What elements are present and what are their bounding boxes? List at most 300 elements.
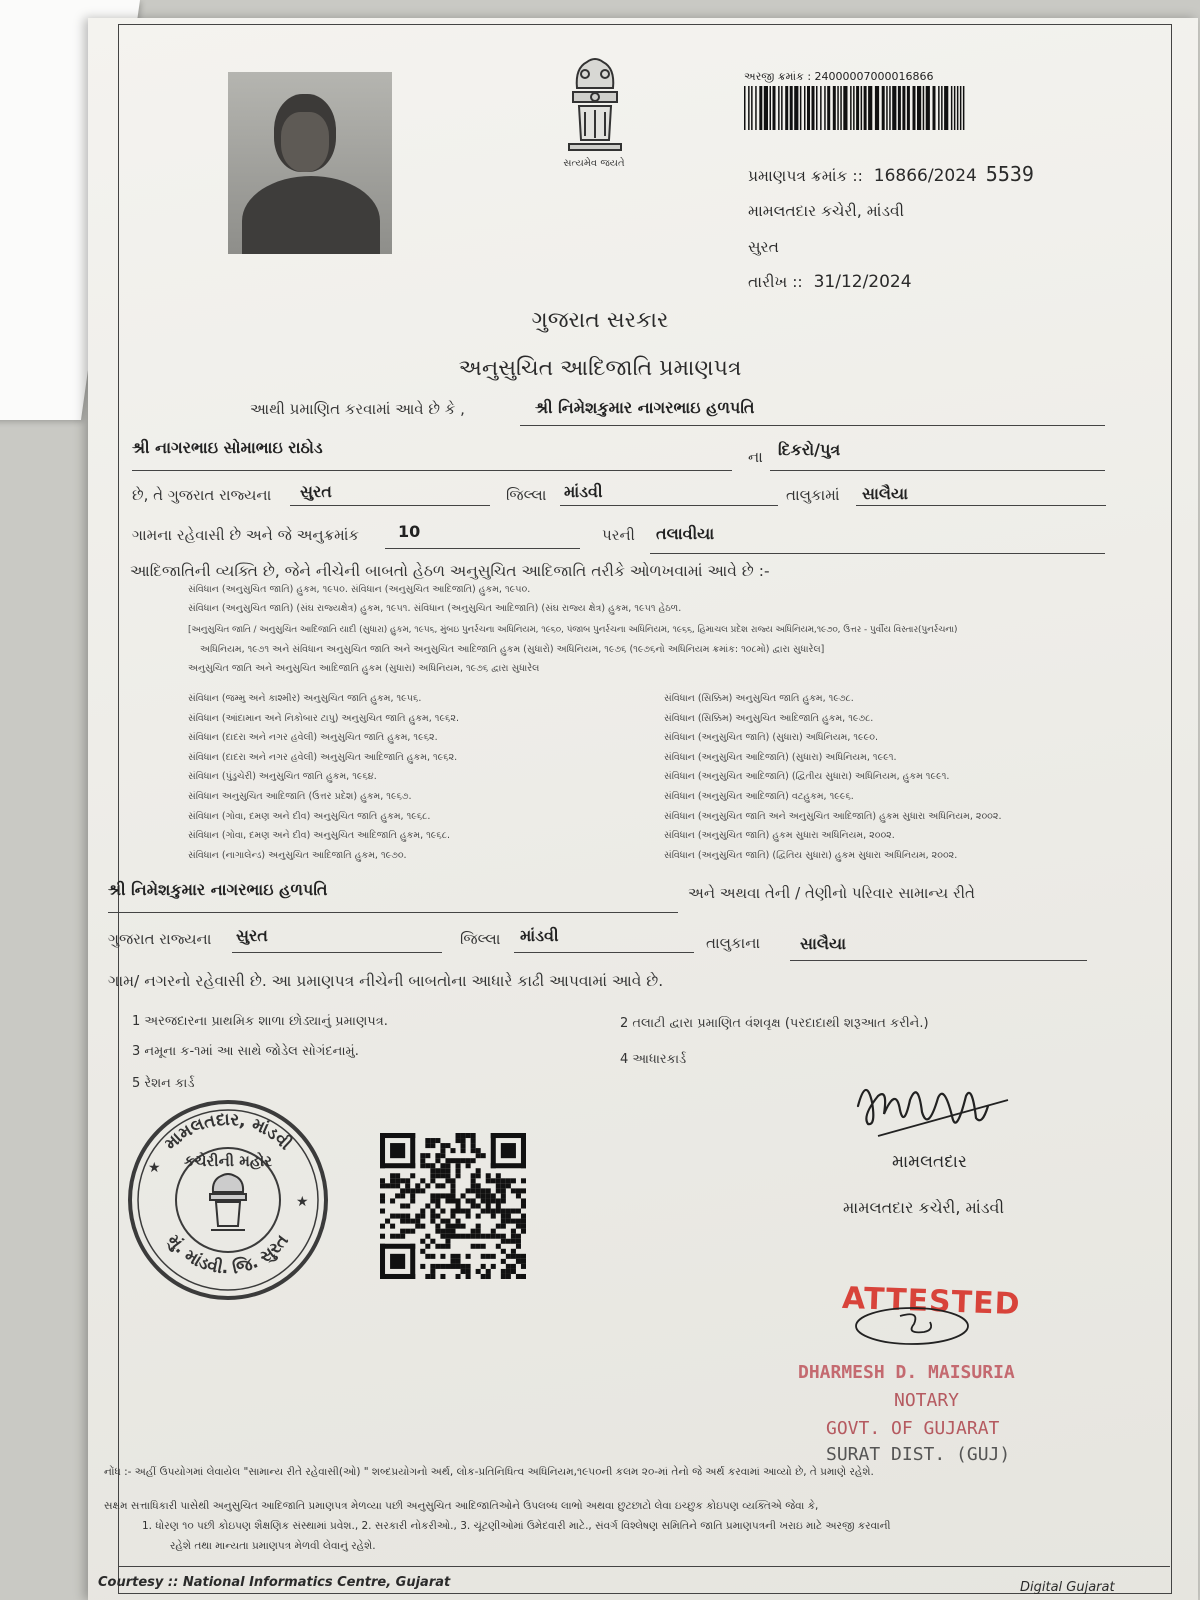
qr-module <box>516 1219 521 1224</box>
document-item: 3 નમૂના ક-૧માં આ સાથે જોડેલ સોગંદનામું. <box>132 1044 359 1059</box>
residence-taluka-label: તાલુકાના <box>706 934 761 952</box>
qr-module <box>521 1198 526 1203</box>
qr-module <box>461 1209 466 1214</box>
qr-module <box>435 1264 440 1269</box>
qr-module <box>450 1178 455 1183</box>
qr-module <box>420 1188 425 1193</box>
qr-module <box>476 1168 481 1173</box>
qr-module <box>445 1198 450 1203</box>
qr-module <box>521 1133 526 1168</box>
applicant-name: શ્રી નિમેશકુમાર નાગરભાઇ હળપતિ <box>535 398 755 417</box>
qr-module <box>380 1224 385 1229</box>
qr-module <box>491 1214 496 1219</box>
digital-gujarat-credit: Digital Gujarat <box>1020 1580 1115 1595</box>
qr-module <box>395 1183 400 1188</box>
footer-instructions-line: રહેશે તથા માન્યતા પ્રમાણપત્ર મેળવી લેવાનું રહેશે. <box>170 1540 376 1552</box>
qr-module <box>380 1274 415 1279</box>
qr-module <box>456 1254 461 1259</box>
qr-module <box>476 1153 481 1158</box>
qr-module <box>471 1229 476 1234</box>
qr-module <box>496 1234 501 1239</box>
qr-module <box>456 1138 461 1143</box>
qr-module <box>471 1173 476 1178</box>
qr-module <box>496 1203 501 1208</box>
qr-module <box>516 1188 521 1193</box>
qr-module <box>461 1138 466 1143</box>
qr-module <box>501 1219 506 1224</box>
qr-module <box>435 1153 440 1158</box>
footer-instructions-line: સક્ષમ સત્તાધિકારી પાસેથી અનુસુચિત આદિજાતિ પ્રમાણપત્ર મેળવ્યા પછી અનુસુચિત આદિજાતિઓને ઉપલબ્ધ લાભો અથવા છુટછાટો લેવા ઇચ્છુક કોઇપણ વ્યક્તિએ જેવા કે, <box>104 1500 819 1512</box>
qr-module <box>521 1219 526 1224</box>
qr-module <box>405 1229 410 1234</box>
qr-module <box>481 1244 486 1249</box>
signatory-title: મામલતદાર <box>892 1152 967 1172</box>
qr-module <box>471 1148 476 1153</box>
order-line: સંવિધાન (અનુસુચિત જાતિ અને અનુસુચિત આદિજાતિ) હુકમ સુધારા અધિનિયમ, ૨૦૦૨. <box>664 810 1002 822</box>
qr-module <box>471 1183 476 1188</box>
qr-module <box>456 1264 461 1269</box>
barcode-bar <box>864 86 867 130</box>
barcode-bar <box>778 86 780 130</box>
qr-module <box>461 1133 466 1138</box>
barcode-bar <box>794 86 798 130</box>
qr-module <box>390 1183 395 1188</box>
qr-module <box>445 1264 450 1269</box>
qr-module <box>420 1239 425 1244</box>
qr-module <box>481 1274 486 1279</box>
qr-module <box>516 1224 521 1229</box>
qr-module <box>486 1188 491 1193</box>
qr-module <box>445 1224 450 1229</box>
order-line: સંવિધાન (દાદરા અને નગર હવેલી) અનુસુચિત આદિજાતિ હુકમ, ૧૯૬૨. <box>188 751 458 763</box>
qr-module <box>430 1254 435 1259</box>
barcode-bar <box>917 86 921 130</box>
barcode-bar <box>957 86 959 130</box>
qr-module <box>430 1214 435 1219</box>
intro-text: આથી પ્રમાણિત કરવામાં આવે છે કે , <box>250 400 465 418</box>
qr-module <box>420 1158 425 1163</box>
qr-module <box>445 1178 450 1183</box>
qr-module <box>501 1249 506 1254</box>
barcode-bar <box>933 86 936 130</box>
notary-initials <box>850 1302 980 1350</box>
qr-module <box>466 1163 471 1168</box>
barcode-bar <box>913 86 916 130</box>
barcode-bar <box>941 86 943 130</box>
qr-module <box>476 1224 481 1229</box>
qr-module <box>511 1178 516 1183</box>
barcode-bar <box>954 86 956 130</box>
seal-middle-text: કચેરીની મહોર <box>183 1152 273 1170</box>
qr-module <box>440 1163 445 1168</box>
qr-module <box>380 1193 385 1198</box>
qr-module <box>496 1198 501 1203</box>
barcode-bar <box>755 86 757 130</box>
qr-module <box>435 1158 440 1163</box>
qr-module <box>461 1269 466 1274</box>
qr-module <box>501 1239 506 1244</box>
qr-module <box>466 1269 471 1274</box>
qr-module <box>456 1173 461 1178</box>
barcode-bar <box>960 86 962 130</box>
qr-module <box>496 1209 501 1214</box>
qr-module <box>415 1188 420 1193</box>
qr-module <box>450 1183 455 1188</box>
qr-module <box>506 1214 511 1219</box>
qr-module <box>450 1264 455 1269</box>
qr-module <box>395 1193 400 1198</box>
qr-module <box>440 1244 445 1249</box>
government-title: ગુજરાત સરકાર <box>531 308 669 333</box>
residence-district-label: જિલ્લા <box>460 930 501 948</box>
qr-module <box>450 1229 455 1234</box>
residence-state-label: ગુજરાત રાજ્યના <box>108 930 212 948</box>
barcode-bar <box>923 86 925 130</box>
underline <box>770 470 1105 471</box>
order-line: સંવિધાન (અનુસુચિત જાતિ) (સુધારા) અધિનિયમ, ૧૯૯૦. <box>664 732 879 744</box>
qr-module <box>491 1264 496 1269</box>
certificate-number-label: પ્રમાણપત્ર ક્રમાંક :: <box>748 167 863 185</box>
qr-module <box>456 1168 461 1173</box>
qr-module <box>395 1234 400 1239</box>
qr-module <box>461 1193 466 1198</box>
certificate-number-row <box>748 162 1034 186</box>
qr-module <box>410 1133 415 1168</box>
barcode-bar <box>843 86 847 130</box>
qr-module <box>516 1239 521 1244</box>
qr-module <box>521 1254 526 1259</box>
qr-module <box>415 1219 420 1224</box>
barcode-bar <box>781 86 783 130</box>
qr-module <box>521 1229 526 1234</box>
barcode-bar <box>816 86 818 130</box>
order-line: સંવિધાન (અનુસુચિત જાતિ) (સંઘ રાજ્યક્ષેત્ર) હુકમ, ૧૯૫૧. સંવિધાન (અનુસુચિત આદિજાતિ) (સંઘ રાજ્ય ક્ષેત્ર) હુકમ, ૧૯૫૧ હેઠળ. <box>188 603 682 614</box>
qr-module <box>481 1188 486 1193</box>
qr-module <box>410 1173 415 1178</box>
qr-module <box>440 1143 445 1148</box>
qr-module <box>435 1244 440 1249</box>
qr-module <box>476 1148 481 1153</box>
qr-module <box>430 1219 435 1224</box>
qr-module <box>420 1264 425 1269</box>
barcode-bar <box>773 86 776 130</box>
qr-module <box>445 1168 450 1173</box>
qr-module <box>521 1203 526 1208</box>
qr-module <box>471 1234 476 1239</box>
barcode-bar <box>800 86 802 130</box>
underline <box>790 960 1087 961</box>
barcode-bar <box>882 86 885 130</box>
qr-module <box>476 1244 481 1249</box>
qr-module <box>450 1188 455 1193</box>
underline <box>385 548 580 549</box>
signatory-office: મામલતદાર કચેરી, માંડવી <box>843 1198 1005 1217</box>
qr-module <box>435 1198 440 1203</box>
relation-value: દિકરો/પુત્ર <box>778 440 841 459</box>
qr-module <box>481 1153 486 1158</box>
qr-module <box>405 1219 410 1224</box>
qr-module <box>501 1224 506 1229</box>
underline <box>520 425 1105 426</box>
barcode-bar <box>889 86 891 130</box>
residence-taluka-value: માંડવી <box>520 926 559 945</box>
order-line: સંવિધાન (પુંડુચેરી) અનુસુચિત જાતિ હુકમ, ૧૯૬૪. <box>188 771 377 783</box>
barcode-bar <box>886 86 888 130</box>
qr-module <box>521 1224 526 1229</box>
order-line: સંવિધાન (ગોવા, દમણ અને દીવ) અનુસુચિત આદિજાતિ હુકમ, ૧૯૬૮. <box>188 830 450 842</box>
notary-government: GOVT. OF GUJARAT <box>826 1418 1000 1439</box>
order-line: સંવિધાન (સિક્કિમ) અનુસુચિત જાતિ હુકમ, ૧૯૭૮. <box>664 693 854 704</box>
qr-module <box>521 1178 526 1183</box>
qr-module <box>486 1274 491 1279</box>
qr-module <box>466 1209 471 1214</box>
qr-module <box>511 1269 516 1274</box>
qr-module <box>491 1163 526 1168</box>
qr-module <box>511 1219 516 1224</box>
qr-module <box>445 1244 450 1249</box>
qr-module <box>501 1274 506 1279</box>
qr-module <box>521 1259 526 1264</box>
qr-module <box>445 1193 450 1198</box>
qr-module <box>435 1203 440 1208</box>
village-value: સાલૈયા <box>862 484 909 503</box>
qr-module <box>425 1153 430 1158</box>
qr-module <box>450 1224 455 1229</box>
upon-label: પરની <box>602 526 635 544</box>
qr-module <box>521 1264 526 1269</box>
qr-module <box>506 1269 511 1274</box>
qr-module <box>486 1198 491 1203</box>
qr-module <box>456 1259 461 1264</box>
qr-module <box>471 1138 476 1143</box>
notary-district: SURAT DIST. (GUJ) <box>826 1444 1011 1465</box>
document-item: 1 અરજદારના પ્રાથમિક શાળા છોડ્યાનું પ્રમાણપત્ર. <box>132 1014 388 1029</box>
qr-module <box>425 1244 430 1249</box>
order-line: સંવિધાન (સિક્કિમ) અનુસુચિત આદિજાતિ હુકમ, ૧૯૭૮. <box>664 712 874 724</box>
issuing-district: સુરત <box>748 238 779 256</box>
issue-date-row <box>748 272 912 292</box>
barcode-bar <box>850 86 852 130</box>
qr-module <box>425 1183 430 1188</box>
qr-module <box>466 1133 471 1138</box>
qr-module <box>461 1143 466 1148</box>
qr-module <box>466 1234 471 1239</box>
qr-module <box>410 1188 415 1193</box>
qr-module <box>476 1214 481 1219</box>
qr-module <box>461 1158 466 1163</box>
courtesy-credit: Courtesy :: National Informatics Centre, Gujarat <box>98 1575 451 1590</box>
qr-module <box>390 1198 395 1203</box>
qr-module <box>456 1198 461 1203</box>
qr-module <box>430 1264 435 1269</box>
qr-module <box>415 1224 420 1229</box>
qr-module <box>435 1168 440 1173</box>
qr-module <box>440 1153 445 1158</box>
qr-module <box>440 1234 445 1239</box>
qr-module <box>395 1178 400 1183</box>
barcode <box>744 86 966 130</box>
qr-module <box>440 1148 445 1153</box>
qr-module <box>501 1178 506 1183</box>
qr-module <box>390 1224 395 1229</box>
qr-module <box>450 1148 455 1153</box>
qr-module <box>445 1143 450 1148</box>
qr-module <box>461 1234 466 1239</box>
barcode-bar <box>856 86 859 130</box>
qr-module <box>425 1234 430 1239</box>
svg-text:★: ★ <box>296 1194 309 1210</box>
qr-module <box>440 1229 445 1234</box>
qr-module <box>430 1198 435 1203</box>
document-item: 4 આધારકાર્ડ <box>620 1052 687 1067</box>
qr-module <box>380 1178 385 1183</box>
certificate-title: અનુસુચિત આદિજાતિ પ્રમાણપત્ર <box>458 356 742 381</box>
qr-module <box>471 1198 476 1203</box>
qr-module <box>501 1143 516 1158</box>
national-emblem-icon <box>555 48 635 166</box>
qr-module <box>516 1254 521 1259</box>
qr-module <box>476 1203 481 1208</box>
qr-module <box>430 1239 435 1244</box>
qr-module <box>476 1229 481 1234</box>
serial-number: 10 <box>398 522 421 541</box>
underline <box>108 912 678 913</box>
qr-module <box>501 1198 506 1203</box>
office-seal-stamp <box>118 1090 338 1310</box>
qr-module <box>410 1229 415 1234</box>
district-label: જિલ્લા <box>506 486 547 504</box>
qr-module <box>435 1214 440 1219</box>
qr-module <box>420 1209 425 1214</box>
qr-module <box>380 1244 415 1249</box>
barcode-bar <box>804 86 806 130</box>
qr-module <box>511 1239 516 1244</box>
order-line: [અનુસુચિત જાતિ / અનુસુચિત આદિજાતિ યાદી (સુધારા) હુકમ, ૧૯૫૬, મુંબઇ પુનર્રચના અધિનિયમ, ૧૯૬૦, પંજાબ પુનર્રચના અધિનિયમ, ૧૯૬૬, હિમાચલ પ્રદેશ રાજ્ય અધિનિયમ,૧૯૭૦, ઉત્તર - પુર્વીય વિસ્તાર(પુનર્રચના) <box>188 625 958 635</box>
qr-module <box>486 1173 491 1178</box>
qr-module <box>511 1209 516 1214</box>
family-label: અને અથવા તેની / તેણીનો પરિવાર સામાન્ય રીતે <box>688 884 975 902</box>
qr-module <box>380 1234 385 1239</box>
qr-module <box>481 1193 486 1198</box>
tribe-statement: આદિજાતિની વ્યક્તિ છે, જેને નીચેની બાબતો હેઠળ અનુસુચિત આદિજાતિ તરીકે ઓળખવામાં આવે છે :- <box>130 562 770 580</box>
qr-module <box>506 1178 511 1183</box>
qr-module <box>405 1183 410 1188</box>
qr-module <box>511 1234 516 1239</box>
barcode-bar <box>770 86 772 130</box>
qr-module <box>506 1239 511 1244</box>
qr-module <box>466 1214 471 1219</box>
qr-module <box>400 1178 405 1183</box>
qr-module <box>390 1143 405 1158</box>
qr-module <box>496 1173 501 1178</box>
qr-module <box>501 1193 506 1198</box>
seal-top-text: મામલતદાર, માંડવી <box>160 1109 296 1155</box>
qr-module <box>506 1274 511 1279</box>
qr-module <box>425 1138 430 1143</box>
qr-module <box>491 1234 496 1239</box>
qr-module <box>440 1209 445 1214</box>
order-line: સંવિધાન (દાદરા અને નગર હવેલી) અનુસુચિત જાતિ હુકમ, ૧૯૬૨. <box>188 732 438 744</box>
order-line: સંવિધાન (અનુસુચિત જાતિ) (દ્વિતિય સુધારા) હુકમ સુધારા અધિનિયમ, ૨૦૦૨. <box>664 849 958 861</box>
barcode-bar <box>751 86 753 130</box>
qr-module <box>405 1214 410 1219</box>
signature-mark <box>848 1066 1028 1156</box>
residence-district-value: સુરત <box>236 926 268 945</box>
qr-module <box>486 1178 491 1183</box>
qr-module <box>466 1264 471 1269</box>
order-line: સંવિધાન (આંદામાન અને નિકોબાર ટાપુ) અનુસુચિત જાતિ હુકમ, ૧૯૬૨. <box>188 712 459 724</box>
svg-text:મું. માંડવી. જિ. સુરત <box>163 1231 293 1278</box>
qr-module <box>400 1203 405 1208</box>
qr-module <box>400 1219 405 1224</box>
barcode-bar <box>853 86 855 130</box>
qr-module <box>486 1234 491 1239</box>
qr-module <box>456 1158 461 1163</box>
order-line: સંવિધાન અનુસુચિત આદિજાતિ (ઉત્તર પ્રદેશ) હુકમ, ૧૯૬૭. <box>188 791 412 802</box>
qr-module <box>466 1188 471 1193</box>
barcode-bar <box>759 86 762 130</box>
barcode-bar <box>824 86 826 130</box>
qr-module <box>440 1193 445 1198</box>
qr-module <box>450 1193 455 1198</box>
taluka-value: માંડવી <box>564 482 603 501</box>
qr-module <box>456 1209 461 1214</box>
qr-module <box>466 1254 471 1259</box>
issue-date: 31/12/2024 <box>813 272 912 292</box>
qr-module <box>445 1234 450 1239</box>
document-item: 5 રેશન કાર્ડ <box>132 1076 195 1091</box>
qr-module <box>450 1259 455 1264</box>
qr-module <box>511 1264 516 1269</box>
qr-module <box>461 1148 466 1153</box>
barcode-bar <box>944 86 948 130</box>
qr-module <box>430 1193 435 1198</box>
svg-text:★: ★ <box>148 1160 161 1176</box>
qr-module <box>430 1173 435 1178</box>
qr-module <box>380 1133 385 1168</box>
qr-module <box>496 1188 501 1193</box>
qr-module <box>516 1274 521 1279</box>
barcode-bar <box>938 86 940 130</box>
qr-module <box>481 1198 486 1203</box>
qr-module <box>380 1183 385 1188</box>
qr-module <box>501 1234 506 1239</box>
qr-module <box>380 1133 415 1138</box>
order-line: સંવિધાન (અનુસુચિત આદિજાતિ) વટહુકમ, ૧૯૯૬. <box>664 791 854 802</box>
qr-module <box>440 1274 445 1279</box>
qr-module <box>496 1224 501 1229</box>
order-line: સંવિધાન (અનુસુચિત આદિજાતિ) (સુધારા) અધિનિયમ, ૧૯૯૧. <box>664 751 897 763</box>
qr-module <box>476 1193 481 1198</box>
qr-module <box>415 1214 420 1219</box>
qr-module <box>410 1244 415 1279</box>
qr-module <box>430 1163 435 1168</box>
qr-module <box>445 1219 450 1224</box>
qr-module <box>425 1203 430 1208</box>
qr-module <box>511 1188 516 1193</box>
qr-module <box>511 1254 516 1259</box>
barcode-bar <box>837 86 839 130</box>
qr-module <box>385 1219 390 1224</box>
attested-stamp: ATTESTED <box>841 1280 1022 1323</box>
emblem-motto: સત્યમેવ જયતે <box>563 158 625 169</box>
qr-module <box>501 1214 506 1219</box>
qr-module <box>481 1254 486 1259</box>
document-item: 2 તલાટી દ્વારા પ્રમાણિત વંશવૃક્ષ (પરદાદાથી શરૂઆત કરીને.) <box>620 1016 929 1031</box>
issue-date-label: તારીખ :: <box>748 273 803 291</box>
qr-module <box>466 1198 471 1203</box>
qr-module <box>385 1183 390 1188</box>
